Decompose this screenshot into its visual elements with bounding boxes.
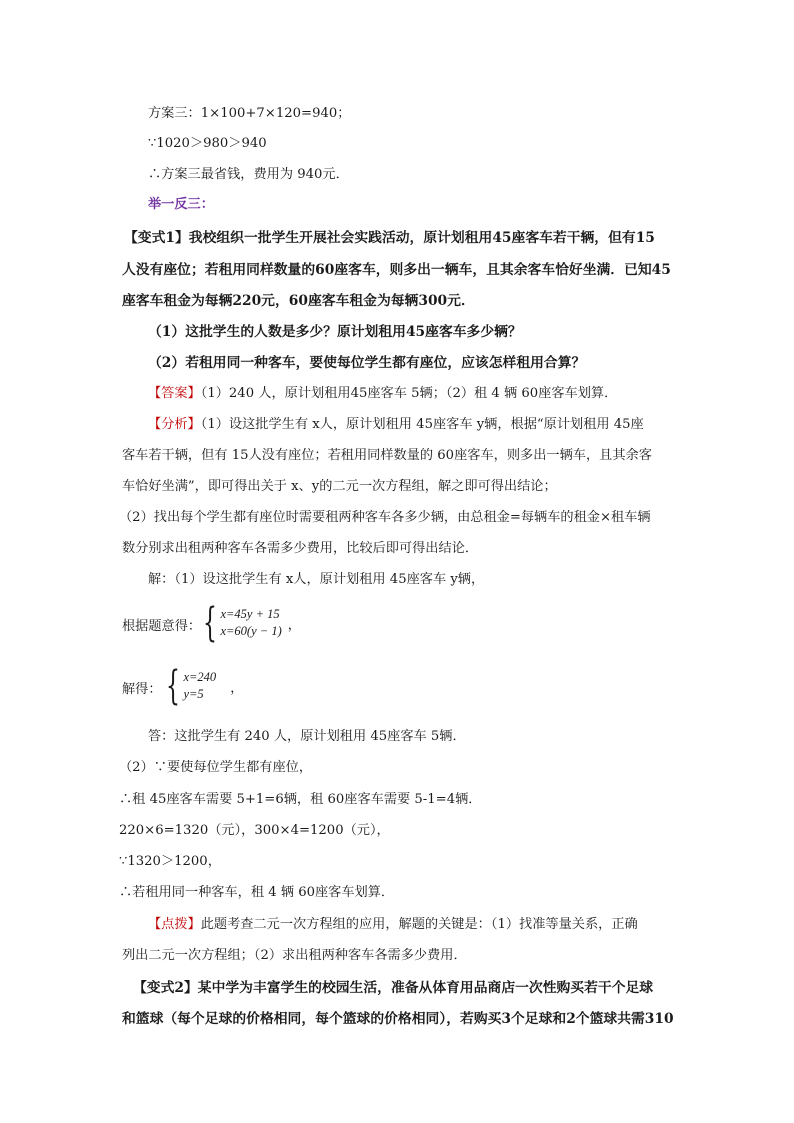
text-line: 车恰好坐满”，即可得出关于 x、y的二元一次方程组，解之即可得出结论； [122, 479, 557, 494]
question-1: （1）这批学生的人数是多少？原计划租用45座客车多少辆？ [148, 324, 522, 340]
answer-line [148, 384, 617, 404]
text-line: （2）找出每个学生都有座位时需要租两种客车各多少辆，由总租金=每辆车的租金×租车辆 [119, 510, 651, 525]
text-line: 方案三：1×100+7×120=940； [148, 106, 351, 121]
question-2: （2）若租用同一种客车，要使每位学生都有座位，应该怎样租用合算？ [148, 355, 586, 371]
equation: x=240 [183, 670, 217, 684]
text-line: ∵1020＞980＞940 [148, 136, 267, 151]
text-line: 座客车租金为每辆220元，60座客车租金为每辆300元． [122, 293, 475, 309]
text-line [133, 978, 653, 998]
variant-tag: 【变式2】 [133, 980, 198, 996]
text-line: ∵1320＞1200， [119, 854, 221, 869]
equation: x=60(y − 1) [220, 624, 282, 638]
solution-system [166, 663, 244, 709]
brace-glyph: { [166, 663, 180, 709]
tip-line [148, 915, 638, 935]
variant-tag: 【变式1】 [124, 230, 189, 246]
equation: x=45y + 15 [220, 607, 280, 621]
text-line: ∴方案三最省钱，费用为 940元． [148, 167, 349, 182]
answer-text: （1）240 人，原计划租用45座客车 5辆；（2）租 4 辆 60座客车划算． [200, 386, 618, 401]
text-line: 220×6=1320（元），300×4=1200（元）， [119, 823, 390, 838]
tip-text: 此题考查二元一次方程组的应用，解题的关键是：（1）找准等量关系，正确 [200, 917, 638, 932]
text-line: ∴租 45座客车需要 5+1=6辆，租 60座客车需要 5-1=4辆． [119, 792, 482, 807]
text-line [124, 228, 655, 248]
text-line: ∴若租用同一种客车，租 4 辆 60座客车划算． [119, 885, 395, 900]
text-line: 客车若干辆，但有 15人没有座位；若租用同样数量的 60座客车，则多出一辆车，且其余客 [122, 448, 652, 463]
text-line: 解：（1）设这批学生有 x人，原计划租用 45座客车 y辆， [148, 572, 485, 587]
text-line: 根据题意得： [122, 619, 202, 634]
comma: ， [230, 680, 244, 696]
analysis-text: （1）设这批学生有 x人，原计划租用 45座客车 y辆，根据“原计划租用 45座 [200, 417, 644, 432]
text-line: 解得： [122, 682, 162, 697]
equation-system [203, 600, 301, 646]
analysis-line [148, 415, 644, 435]
text-line: 答：这批学生有 240 人，原计划租用 45座客车 5辆． [148, 729, 466, 744]
text-line: 数分别求出租两种客车各需多少费用，比较后即可得出结论． [122, 541, 479, 556]
variant-text: 我校组织一批学生开展社会实践活动，原计划租用45座客车若干辆，但有15 [188, 230, 655, 246]
text-line: 人没有座位；若租用同样数量的60座客车，则多出一辆车，且其余客车恰好坐满．已知45 [122, 262, 671, 278]
tip-tag: 【点拨】 [148, 917, 201, 932]
variant-text: 某中学为丰富学生的校园生活，准备从体育用品商店一次性购买若干个足球 [197, 980, 654, 996]
answer-tag: 【答案】 [148, 386, 201, 401]
comma: ， [287, 617, 301, 633]
analysis-tag: 【分析】 [148, 417, 201, 432]
text-line: （2）∵要使每位学生都有座位， [119, 760, 313, 775]
equation: y=5 [183, 687, 204, 701]
brace-glyph: { [203, 600, 217, 646]
text-line: 和篮球（每个足球的价格相同，每个篮球的价格相同），若购买3个足球和2个篮球共需310 [122, 1011, 674, 1027]
text-line: 列出二元一次方程组；（2）求出租两种客车各需多少费用． [122, 948, 467, 963]
section-heading: 举一反三： [148, 197, 214, 212]
